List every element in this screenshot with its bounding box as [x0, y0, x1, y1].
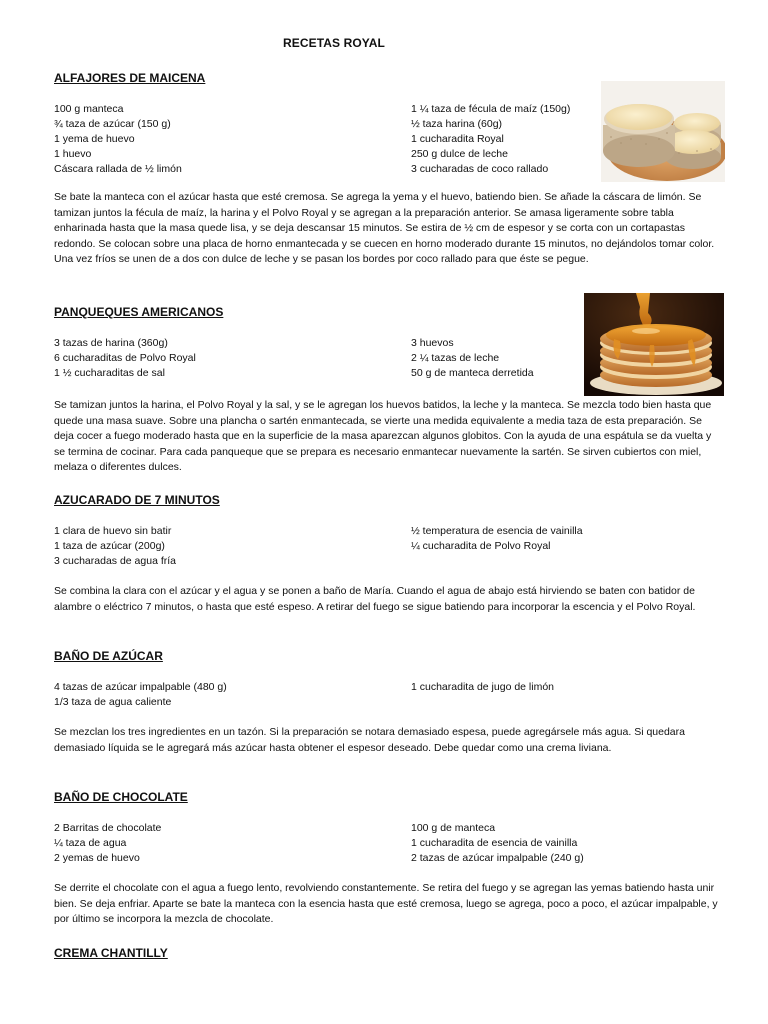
ingredient: 3 tazas de harina (360g): [54, 337, 168, 349]
recipe-bano-azucar: [54, 649, 724, 756]
recipe-instructions: Se tamizan juntos la harina, el Polvo Royal y la sal, y se le agregan los huevos batidos, la leche y la manteca. Se mezcla todo bien hasta que quede una masa suave. Sobre una plancha o sartén enmantecada, se vierte una medida equivalente a media taza de esta preparación. Se deja cocer a fuego moderado hasta que en la superficie de la masa aparezcan algunos globitos. Con la ayuda de una espátula se da vuelta y se termina de cocinar. Para cada panqueque que se prepara es necesario enmantecar nuevamente la sartén. Se sirven cubiertos con miel, melaza o diferentes dulces.: [54, 399, 712, 473]
ingredients-left: [54, 680, 411, 710]
alfajores-photo: [601, 81, 725, 182]
ingredient: ½ taza harina (60g): [411, 118, 503, 130]
ingredients-right: [411, 336, 601, 381]
recipe-crema-chantilly: [54, 946, 724, 977]
ingredients-left: [54, 821, 411, 866]
ingredient: 1 cucharadita de esencia de vainilla: [411, 837, 578, 849]
ingredients-right: [411, 524, 601, 569]
ingredient: 4 tazas de azúcar impalpable (480 g): [54, 681, 227, 693]
ingredients: [54, 680, 724, 710]
ingredients: [54, 821, 724, 866]
document-title: RECETAS ROYAL: [283, 36, 385, 50]
ingredient: 1 cucharadita Royal: [411, 133, 504, 145]
ingredients: [54, 524, 724, 569]
pancakes-image: [584, 293, 724, 396]
ingredients-left: [54, 102, 411, 177]
ingredient: 3 cucharadas de agua fría: [54, 555, 177, 567]
ingredient: 1 clara de huevo sin batir: [54, 525, 172, 537]
recipe-heading: BAÑO DE AZÚCAR: [54, 649, 163, 663]
ingredient: 2 yemas de huevo: [54, 852, 140, 864]
ingredients-right: [411, 680, 601, 710]
recipe-instructions: Se combina la clara con el azúcar y el agua y se ponen a baño de María. Cuando el agua de abajo está hirviendo se baten con batidor de alambre o eléctrico 7 minutos, o hasta que esté espeso. A retirar del fuego se sigue batiendo para incorporar la escencia y el Polvo Royal.: [54, 585, 696, 613]
ingredient: 3 huevos: [411, 337, 454, 349]
ingredient: 1 cucharadita de jugo de limón: [411, 681, 555, 693]
recipe-heading: CREMA CHANTILLY: [54, 946, 168, 960]
ingredient: ½ temperatura de esencia de vainilla: [411, 525, 583, 537]
ingredients-left: [54, 336, 411, 381]
ingredient: 100 g de manteca: [411, 822, 496, 834]
ingredient: ¾ taza de azúcar (150 g): [54, 118, 171, 130]
recipe-azucarado: [54, 493, 724, 615]
ingredient: 2 Barritas de chocolate: [54, 822, 162, 834]
ingredient: ¼ cucharadita de Polvo Royal: [411, 540, 551, 552]
ingredients-right: [411, 821, 601, 866]
ingredients-right: [411, 102, 601, 177]
recipe-instructions: Se mezclan los tres ingredientes en un tazón. Si la preparación se notara demasiado espesa, puede agregársele más agua. Si quedara demasiado líquida se le agregará más azúcar hasta obtener el espesor deseado. Debe quedar como una crema liviana.: [54, 726, 685, 754]
recipe-heading: AZUCARADO DE 7 MINUTOS: [54, 493, 220, 507]
pancakes-photo: [584, 293, 724, 396]
ingredients-left: [54, 524, 411, 569]
ingredient: 1 taza de azúcar (200g): [54, 540, 165, 552]
ingredient: 2 tazas de azúcar impalpable (240 g): [411, 852, 584, 864]
ingredient: 3 cucharadas de coco rallado: [411, 163, 549, 175]
ingredient: 1 huevo: [54, 148, 92, 160]
recipe-heading: BAÑO DE CHOCOLATE: [54, 790, 188, 804]
alfajores-image: [601, 81, 725, 182]
recipe-heading: PANQUEQUES AMERICANOS: [54, 305, 224, 319]
recipe-instructions: Se derrite el chocolate con el agua a fuego lento, revolviendo constantemente. Se retira del fuego y se agregan las yemas batiendo hasta unir bien. Se deja enfriar. Aparte se bate la manteca con la esencia hasta que esté cremosa, luego se agrega, poco a poco, el azúcar impalpable, y por último se incorpora la mezcla de chocolate.: [54, 882, 718, 925]
ingredient: Cáscara rallada de ½ limón: [54, 163, 182, 175]
ingredient: 1 ¼ taza de fécula de maíz (150g): [411, 103, 571, 115]
recipe-heading: ALFAJORES DE MAICENA: [54, 71, 206, 85]
ingredient: ¼ taza de agua: [54, 837, 127, 849]
ingredient: 100 g manteca: [54, 103, 124, 115]
ingredient: 1 yema de huevo: [54, 133, 135, 145]
recipe-bano-chocolate: [54, 790, 724, 928]
recipe-instructions: Se bate la manteca con el azúcar hasta que esté cremosa. Se agrega la yema y el huevo, batiendo bien. Se añade la cáscara de limón. Se tamizan juntos la fécula de maíz, la harina y el Polvo Royal y se agregan a la preparación anterior. Se amasa ligeramente sobre tabla enharinada hasta que la masa quede lisa, y se deja descansar 15 minutos. Se estira de ½ cm de espesor y se corta con un cortapastas redondo. Se colocan sobre una placa de horno enmantecada y se cuecen en horno moderado durante 15 minutos, no dejándolos tomar color. Una vez fríos se unen de a dos con dulce de leche y se pasan los bordes por coco rallado para que éste se pegue.: [54, 191, 715, 265]
ingredient: 6 cucharaditas de Polvo Royal: [54, 352, 196, 364]
ingredient: 1/3 taza de agua caliente: [54, 696, 172, 708]
ingredient: 50 g de manteca derretida: [411, 367, 534, 379]
ingredient: 1 ½ cucharaditas de sal: [54, 367, 165, 379]
ingredient: 250 g dulce de leche: [411, 148, 508, 160]
ingredient: 2 ¼ tazas de leche: [411, 352, 500, 364]
